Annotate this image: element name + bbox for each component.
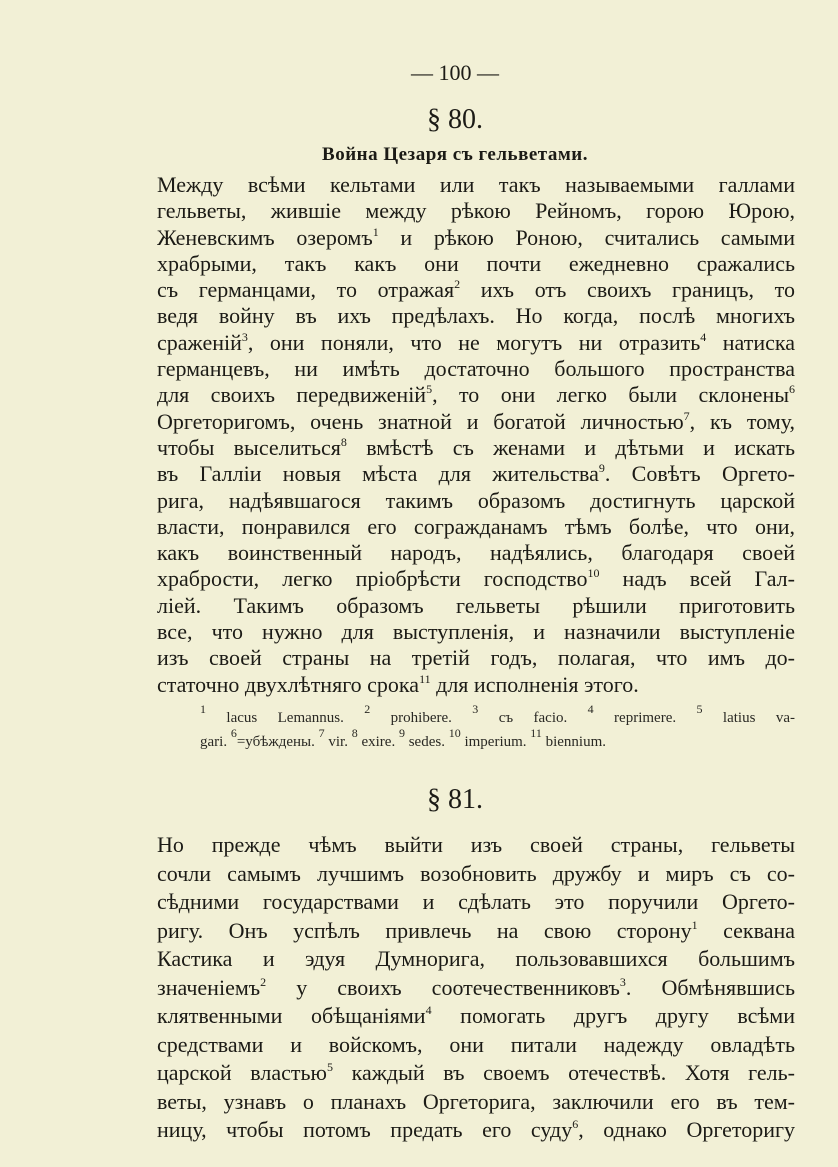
footnote-marker: 3: [241, 329, 248, 344]
section-80-title: Война Цезаря съ гельветами.: [322, 144, 588, 165]
text-run: . Совѣтъ Оргето-: [604, 461, 795, 487]
text-line: [157, 1116, 795, 1145]
text-run: у своихъ соотечественниковъ: [266, 974, 620, 1000]
footnote-marker: 2: [454, 277, 461, 292]
text-line: [157, 409, 795, 435]
text-run: средствами и войскомъ, они питали надежду овладѣть: [157, 1031, 795, 1057]
footnote-marker: 11: [419, 671, 431, 686]
text-run: , къ тому,: [689, 408, 795, 434]
section-81-paragraph: [157, 831, 795, 1145]
text-line: [157, 1088, 795, 1117]
text-run: lacus Lemannus.: [206, 710, 365, 726]
text-run: чтобы выселиться: [157, 434, 341, 460]
footnote-marker: 10: [587, 566, 600, 581]
footnote-marker: 4: [425, 1003, 432, 1017]
footnote-marker: 5: [326, 1060, 333, 1074]
text-run: съ германцами, то отражая: [157, 277, 455, 303]
text-run: какъ воинственный народъ, надѣялись, благодаря своей: [157, 540, 795, 566]
text-run: для своихъ передвиженій: [157, 382, 427, 408]
text-run: изъ своей страны на третій годъ, полагая, что имъ до-: [157, 645, 795, 671]
text-run: gari.: [200, 734, 231, 750]
footnote-marker: 1: [200, 702, 206, 716]
footnote-marker: 1: [372, 224, 379, 239]
text-line: [157, 382, 795, 408]
footnote-marker: 9: [398, 726, 405, 740]
page-number: — 100 —: [411, 60, 499, 85]
text-run: веты, узнавъ о планахъ Оргеторига, заключили его въ тем-: [157, 1088, 795, 1114]
text-run: reprimere.: [593, 710, 697, 726]
text-run: ихъ отъ своихъ границъ, то: [460, 277, 795, 303]
footnote-marker: 7: [683, 408, 690, 423]
text-run: exire.: [357, 734, 399, 750]
footnote-marker: 8: [351, 726, 358, 740]
text-run: и рѣкою Роною, считались самыми: [378, 224, 795, 250]
footnote-marker: 9: [598, 461, 605, 476]
text-run: сѣдними государствами и сдѣлать это поручили Оргето-: [157, 889, 795, 914]
footnote-marker: 8: [340, 434, 347, 449]
text-run: biennium.: [541, 734, 607, 750]
text-run: сочли самымъ лучшимъ возобновить дружбу и миръ съ со-: [157, 860, 795, 886]
text-run: , однако Оргеторигу: [578, 1117, 795, 1142]
text-line: [157, 1031, 795, 1060]
text-line: [157, 593, 795, 619]
text-line: [157, 1059, 795, 1088]
text-run: храбрыми, такъ какъ они почти ежедневно сражались: [157, 250, 795, 276]
text-run: натиска: [706, 329, 795, 355]
text-run: гельветы, жившіе между рѣкою Рейномъ, горою Юрою,: [157, 198, 795, 224]
text-run: prohibere.: [370, 710, 473, 726]
text-run: vir.: [324, 734, 352, 750]
text-run: Между всѣми кельтами или такъ называемыми галлами: [157, 172, 795, 197]
footnote-marker: 2: [260, 974, 267, 989]
footnote-marker: 5: [696, 702, 703, 716]
footnote-marker: 1: [691, 917, 698, 932]
text-run: latius va-: [702, 710, 795, 726]
text-line: [157, 888, 795, 917]
text-line: [157, 672, 795, 698]
text-line: [157, 251, 795, 277]
text-line: [157, 330, 795, 356]
text-run: cъ facio.: [478, 710, 588, 726]
section-80-footnotes: [200, 702, 795, 754]
text-line: [157, 974, 795, 1003]
text-run: помогать другъ другу всѣми: [431, 1003, 795, 1028]
footnote-marker: 4: [587, 702, 594, 716]
text-line: [157, 277, 795, 303]
text-line: [157, 917, 795, 946]
text-line: [157, 461, 795, 487]
footnote-marker: 6: [230, 726, 237, 740]
text-line: [157, 645, 795, 671]
text-line: [157, 303, 795, 329]
footnote-marker: 5: [426, 382, 433, 397]
text-run: sedes.: [404, 734, 449, 750]
text-run: imperium.: [460, 734, 531, 750]
text-line: [157, 514, 795, 540]
text-run: , то они легко были склонены: [432, 382, 789, 408]
text-run: все, что нужно для выступленія, и назначили выступленіе: [157, 619, 795, 645]
text-line: [157, 356, 795, 382]
text-run: =убѣждены.: [236, 734, 319, 750]
text-run: каждый въ своемъ отечествѣ. Хотя гель-: [332, 1060, 795, 1085]
text-run: храбрости, легко пріобрѣсти господство: [157, 566, 588, 592]
footnote-marker: 6: [789, 382, 795, 397]
text-run: ригу. Онъ успѣлъ привлечь на свою сторону: [157, 917, 692, 943]
text-run: надъ всей Гал-: [599, 566, 795, 592]
text-run: секвана: [697, 917, 795, 943]
text-run: статочно двухлѣтняго срока: [157, 671, 420, 697]
text-run: ліей. Такимъ образомъ гельветы рѣшили приготовить: [157, 592, 795, 618]
text-line: [157, 945, 795, 974]
text-line: [157, 566, 795, 592]
text-run: въ Галліи новыя мѣста для жительства: [157, 461, 599, 487]
footnote-marker: 2: [364, 702, 371, 716]
text-run: клятвенными обѣщаніями: [157, 1003, 426, 1028]
text-run: Оргеторигомъ, очень знатной и богатой личностью: [157, 408, 684, 434]
text-run: германцевъ, ни имѣть достаточно большого пространства: [157, 356, 795, 382]
footnote-marker: 10: [448, 726, 461, 740]
text-line: [157, 831, 795, 860]
text-run: ницу, чтобы потомъ предать его суду: [157, 1117, 573, 1142]
footnote-marker: 4: [700, 329, 707, 344]
footnote-marker: 3: [472, 702, 479, 716]
text-line: [157, 172, 795, 198]
text-line: [157, 488, 795, 514]
footnote-marker: 11: [530, 726, 542, 740]
text-run: царской властью: [157, 1060, 327, 1085]
text-line: [157, 619, 795, 645]
text-line: [200, 702, 795, 730]
text-run: сраженій: [157, 329, 242, 355]
text-run: вмѣстѣ съ женами и дѣтьми и искать: [346, 434, 795, 460]
text-run: . Обмѣнявшись: [625, 974, 795, 1000]
text-line: [157, 1002, 795, 1031]
text-run: власти, понравился его согражданамъ тѣмъ болѣе, что они,: [157, 513, 795, 539]
footnote-marker: 3: [619, 974, 626, 989]
text-run: Но прежде чѣмъ выйти изъ своей страны, гельветы: [157, 832, 795, 857]
text-line: [157, 860, 795, 889]
section-81-heading: § 81.: [427, 784, 483, 815]
text-line: [157, 225, 795, 251]
footnote-marker: 7: [318, 726, 325, 740]
text-run: ведя войну въ ихъ предѣлахъ. Но когда, послѣ многихъ: [157, 303, 795, 329]
section-80-heading: § 80.: [427, 104, 483, 135]
text-run: для исполненія этого.: [430, 671, 639, 697]
text-run: , они поняли, что не могутъ ни отразить: [247, 329, 701, 355]
text-run: Женевскимъ озеромъ: [157, 224, 373, 250]
text-run: значеніемъ: [157, 974, 261, 1000]
text-line: [157, 540, 795, 566]
footnote-marker: 6: [572, 1117, 579, 1131]
section-80-paragraph: [157, 172, 795, 698]
text-line: [200, 726, 795, 754]
text-run: рига, надѣявшагося такимъ образомъ достигнуть царской: [157, 487, 795, 513]
text-run: Кастика и эдуя Думнорига, пользовавшихся большимъ: [157, 946, 795, 971]
text-line: [157, 198, 795, 224]
text-line: [157, 435, 795, 461]
